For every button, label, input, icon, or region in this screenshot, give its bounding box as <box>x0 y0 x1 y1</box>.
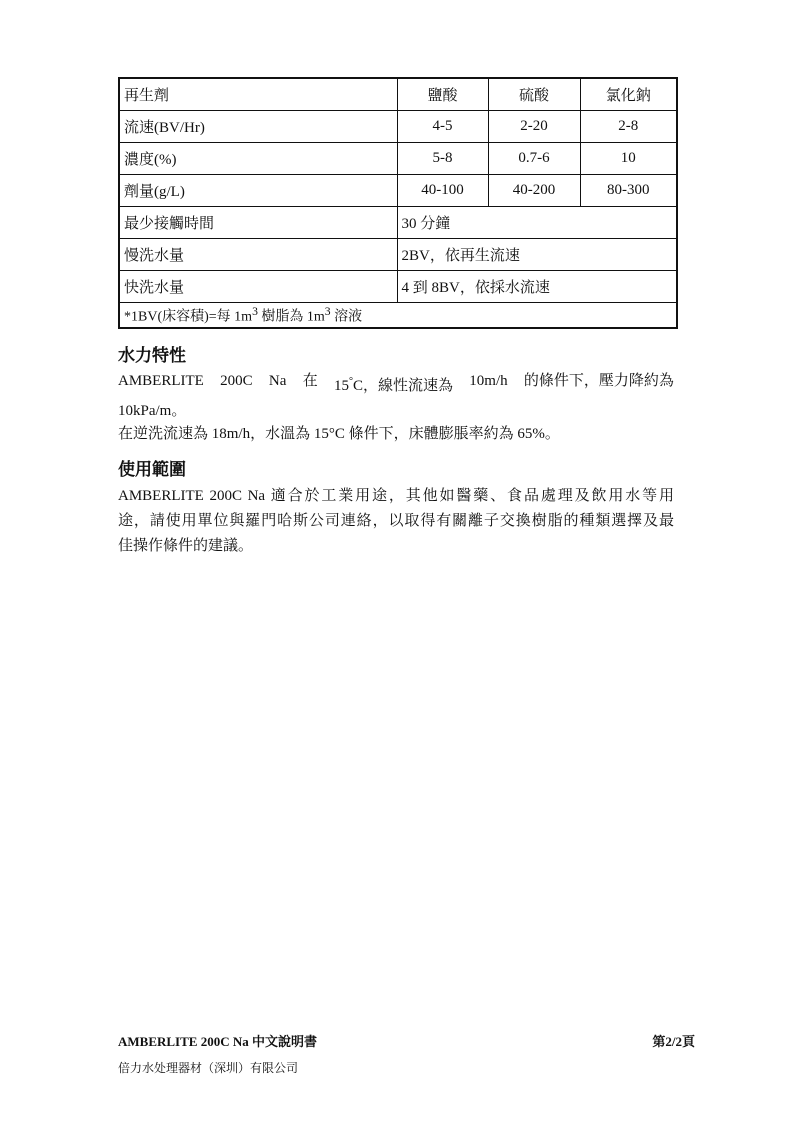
word: 在 <box>302 373 318 389</box>
table-row <box>119 111 677 143</box>
paragraph-line: 10kPa/m。 <box>118 403 187 419</box>
paragraph-line: 佳操作條件的建議。 <box>118 538 254 554</box>
paragraph-hydraulic-pressure <box>118 369 674 424</box>
row-label-flow: 流速(BV/Hr) <box>119 111 397 143</box>
row-label-min-contact: 最少接觸時間 <box>119 207 397 239</box>
cell-value: 10 <box>580 143 677 175</box>
cell-value: 40-100 <box>397 175 488 207</box>
cell-value: 80-300 <box>580 175 677 207</box>
cell-value: 0.7-6 <box>488 143 580 175</box>
regenerant-table <box>118 77 678 329</box>
section-heading-hydraulic: 水力特性 <box>118 346 186 366</box>
note-superscript: 3 <box>252 304 258 318</box>
paragraph-line: 途，請使用單位與羅門哈斯公司連絡，以取得有關離子交換樹脂的種類選擇及最 <box>118 513 674 529</box>
cell-value: 2BV，依再生流速 <box>397 239 677 271</box>
table-row <box>119 207 677 239</box>
cell-value: 4 到 8BV，依採水流速 <box>397 271 677 303</box>
table-row <box>119 143 677 175</box>
word: 200C <box>220 373 253 389</box>
row-label-concentration: 濃度(%) <box>119 143 397 175</box>
footer-company-name: 倍力水处理器材（深圳）有限公司 <box>118 1061 299 1075</box>
cell-value: 30 分鐘 <box>397 207 677 239</box>
word: 10m/h <box>469 373 508 389</box>
cell-value: 2-20 <box>488 111 580 143</box>
paragraph-hydraulic-expansion: 在逆洗流速為 18m/h，水溫為 15°C 條件下，床體膨脹率約為 65%。 <box>118 426 560 442</box>
cell-value: 5-8 <box>397 143 488 175</box>
paragraph-line <box>118 369 674 399</box>
degree-sign: ° <box>348 376 353 387</box>
note-superscript: 3 <box>324 304 331 318</box>
header-regenerant: 再生劑 <box>119 78 397 111</box>
table-note-row <box>119 303 677 329</box>
table-footnote <box>119 303 677 329</box>
table-row <box>119 175 677 207</box>
paragraph-usage <box>118 484 674 559</box>
header-h2so4: 硫酸 <box>488 78 580 111</box>
temp-value: 15 <box>333 378 349 394</box>
word: Na <box>268 373 287 389</box>
note-text: 樹脂為 1m <box>257 309 325 325</box>
row-label-dosage: 劑量(g/L) <box>119 175 397 207</box>
word: C，線性流速為 <box>352 378 453 394</box>
header-hcl: 鹽酸 <box>397 78 488 111</box>
row-label-slow-rinse: 慢洗水量 <box>119 239 397 271</box>
table-header-row <box>119 78 677 111</box>
table-row <box>119 271 677 303</box>
footer-document-title: AMBERLITE 200C Na 中文說明書 <box>118 1034 317 1049</box>
note-text: *1BV(床容積)=每 1m <box>124 309 253 325</box>
note-text: 溶液 <box>330 309 363 325</box>
word <box>334 369 453 399</box>
table-row <box>119 239 677 271</box>
section-heading-usage: 使用範圍 <box>118 460 186 480</box>
paragraph-line: AMBERLITE 200C Na 適合於工業用途，其他如醫藥、食品處理及飲用水等用 <box>118 488 674 504</box>
cell-value: 4-5 <box>397 111 488 143</box>
cell-value: 40-200 <box>488 175 580 207</box>
footer-page-number: 第2/2頁 <box>652 1034 695 1049</box>
header-nacl: 氯化鈉 <box>580 78 677 111</box>
word: AMBERLITE <box>118 373 204 389</box>
word: 的條件下，壓力降約為 <box>523 373 674 389</box>
cell-value: 2-8 <box>580 111 677 143</box>
row-label-fast-rinse: 快洗水量 <box>119 271 397 303</box>
